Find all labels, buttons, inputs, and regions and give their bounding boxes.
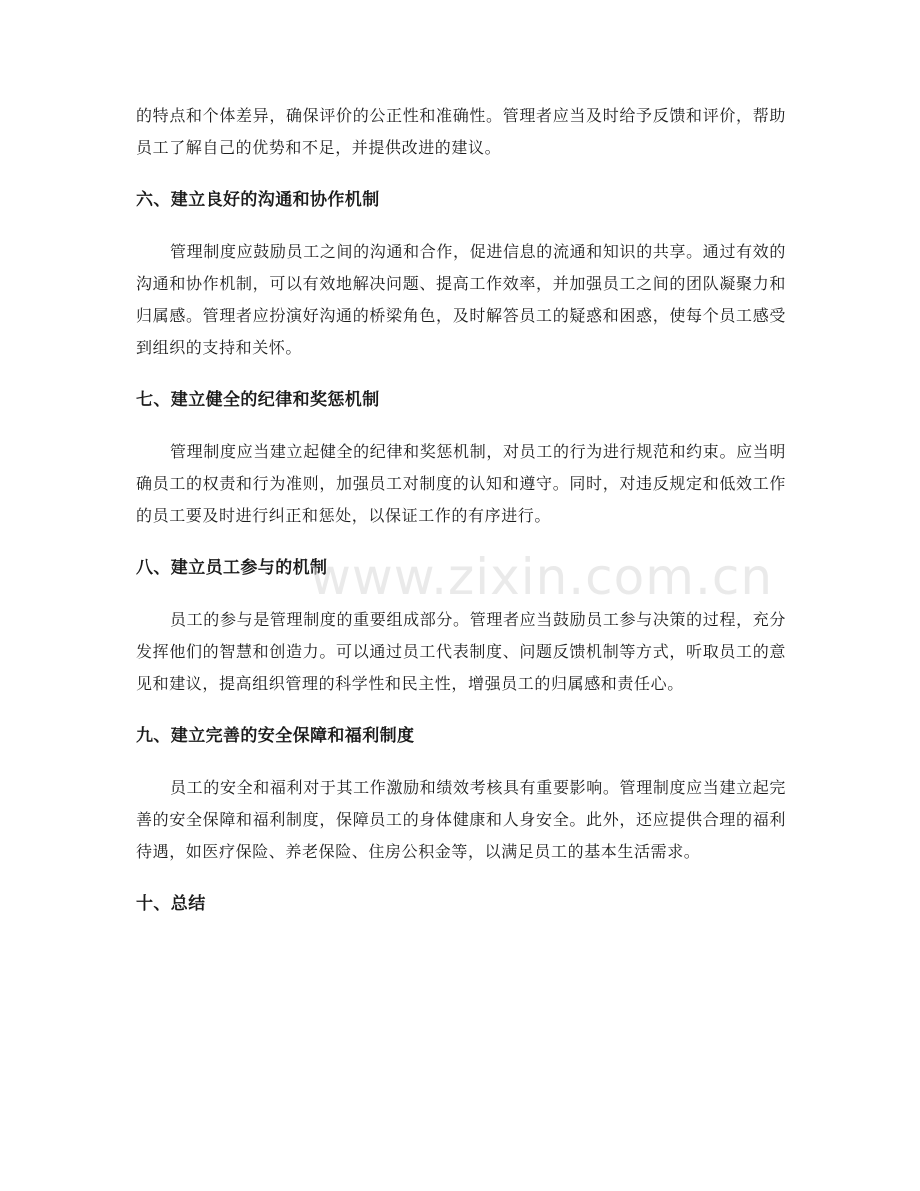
watermark: www.zixin.com.cn xyxy=(310,548,774,606)
section-body-9: 员工的安全和福利对于其工作激励和绩效考核具有重要影响。管理制度应当建立起完善的安全保障和福利制度，保障员工的身体健康和人身安全。此外，还应提供合理的福利待遇，如医疗保险、养老保险、住房公积金等，以满足员工的基本生活需求。 xyxy=(136,778,786,861)
section-heading-9: 九、建立完善的安全保障和福利制度 xyxy=(136,726,415,746)
document-content xyxy=(136,100,786,920)
section-heading-6: 六、建立良好的沟通和协作机制 xyxy=(136,190,380,210)
section-body-8: 员工的参与是管理制度的重要组成部分。管理者应当鼓励员工参与决策的过程，充分发挥他们的智慧和创造力。可以通过员工代表制度、问题反馈机制等方式，听取员工的意见和建议，提高组织管理的科学性和民主性，增强员工的归属感和责任心。 xyxy=(136,610,786,693)
intro-paragraph: 的特点和个体差异，确保评价的公正性和准确性。管理者应当及时给予反馈和评价，帮助员工了解自己的优势和不足，并提供改进的建议。 xyxy=(136,106,786,157)
section-body-6: 管理制度应鼓励员工之间的沟通和合作，促进信息的流通和知识的共享。通过有效的沟通和协作机制，可以有效地解决问题、提高工作效率，并加强员工之间的团队凝聚力和归属感。管理者应扮演好沟通的桥梁角色，及时解答员工的疑惑和困惑，使每个员工感受到组织的支持和关怀。 xyxy=(136,242,786,357)
section-body-7: 管理制度应当建立起健全的纪律和奖惩机制，对员工的行为进行规范和约束。应当明确员工的权责和行为准则，加强员工对制度的认知和遵守。同时，对违反规定和低效工作的员工要及时进行纠正和惩处，以保证工作的有序进行。 xyxy=(136,442,786,525)
section-heading-8: 八、建立员工参与的机制 xyxy=(136,558,328,578)
section-heading-7: 七、建立健全的纪律和奖惩机制 xyxy=(136,390,380,410)
section-heading-10: 十、总结 xyxy=(136,894,206,914)
